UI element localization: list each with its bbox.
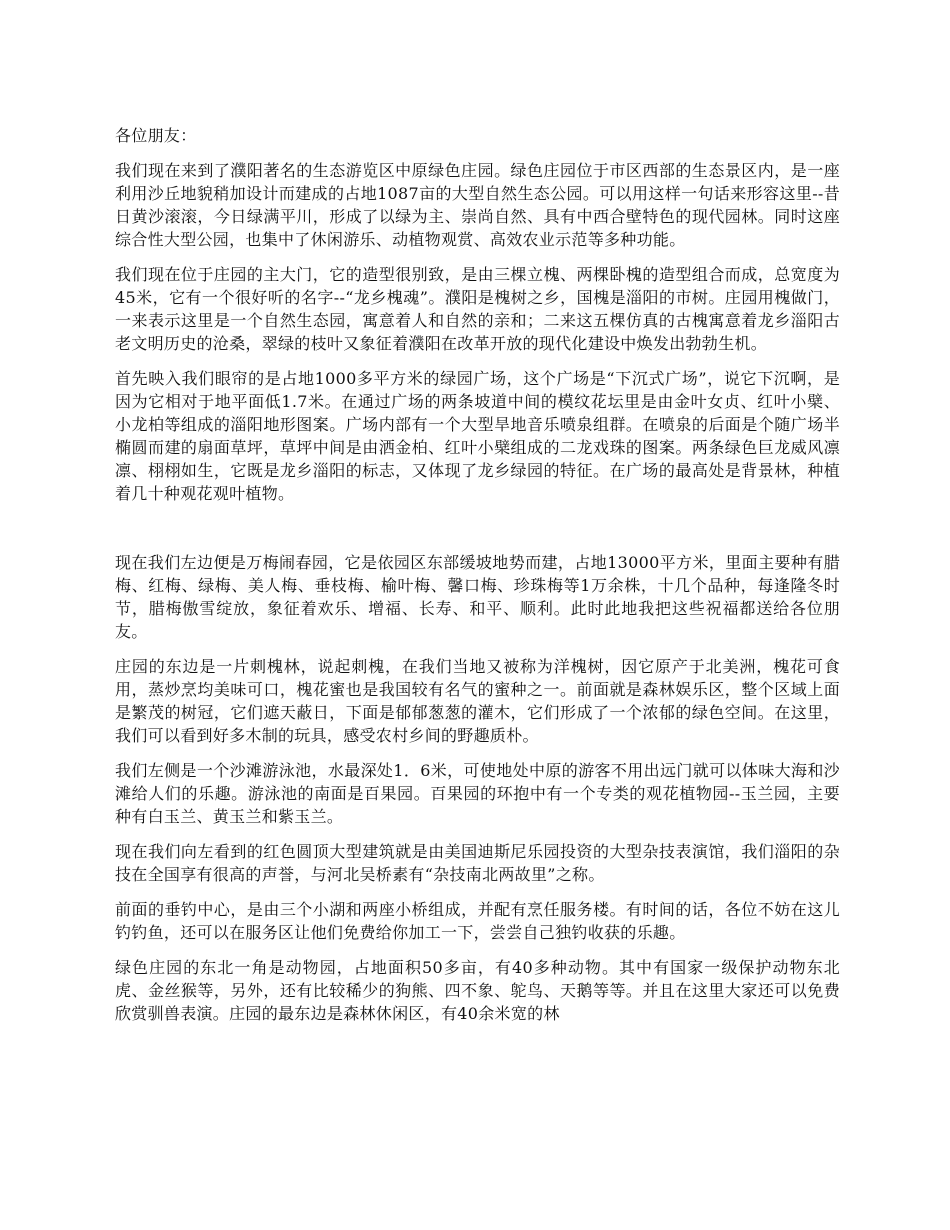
paragraph: 庄园的东边是一片刺槐林，说起刺槐，在我们当地又被称为洋槐树，因它原产于北美洲，槐花可食用，蒸炒烹均美味可口，槐花蜜也是我国较有名气的蜜种之一。前面就是森林娱乐区，整个区域上面是繁茂的树冠，它们遮天蔽日，下面是郁郁葱葱的灌木，它们形成了一个浓郁的绿色空间。在这里，我们可以看到好多木制的玩具，感受农村乡间的野趣质朴。 (115, 657, 840, 745)
paragraph: 现在我们向左看到的红色圆顶大型建筑就是由美国迪斯尼乐园投资的大型杂技表演馆，我们淄阳的杂技在全国享有很高的声誉，与河北吴桥素有“杂技南北两故里”之称。 (115, 842, 840, 884)
paragraph: 我们现在位于庄园的主大门，它的造型很别致，是由三棵立槐、两棵卧槐的造型组合而成，总宽度为45米，它有一个很好听的名字--“龙乡槐魂”。濮阳是槐树之乡，国槐是淄阳的市树。庄园用槐做门，一来表示这里是一个自然生态园，寓意着人和自然的亲和；二来这五棵仿真的古槐寓意着龙乡淄阳古老文明历史的沧桑，翠绿的枝叶又象征着濮阳在改革开放的现代化建设中焕发出勃勃生机。 (115, 265, 840, 353)
paragraph: 我们现在来到了濮阳著名的生态游览区中原绿色庄园。绿色庄园位于市区西部的生态景区内，是一座利用沙丘地貌稍加设计而建成的占地1087亩的大型自然生态公园。可以用这样一句话来形容这里--昔日黄沙滚滚，今日绿满平川，形成了以绿为主、崇尚自然、具有中西合壁特色的现代园林。同时这座综合性大型公园，也集中了休闲游乐、动植物观赏、高效农业示范等多种功能。 (115, 161, 840, 249)
paragraph: 前面的垂钓中心，是由三个小湖和两座小桥组成，并配有烹任服务楼。有时间的话，各位不妨在这儿钓钓鱼，还可以在服务区让他们免费给你加工一下，尝尝自己独钓收获的乐趣。 (115, 900, 840, 942)
document-body (115, 124, 840, 1037)
paragraph: 我们左侧是一个沙滩游泳池，水最深处1．6米，可使地处中原的游客不用出远门就可以体味大海和沙滩给人们的乐趣。游泳池的南面是百果园。百果园的环抱中有一个专类的观花植物园--玉兰园，主要种有白玉兰、黄玉兰和紫玉兰。 (115, 761, 840, 826)
section-gap (115, 517, 840, 551)
paragraph: 绿色庄园的东北一角是动物园，占地面积50多亩，有40多种动物。其中有国家一级保护动物东北虎、金丝猴等，另外，还有比较稀少的狗熊、四不象、鸵鸟、天鹅等等。并且在这里大家还可以免费欣赏驯兽表演。庄园的最东边是森林休闲区，有40余米宽的林 (115, 958, 840, 1023)
paragraph: 现在我们左边便是万梅闹春园，它是依园区东部缓坡地势而建，占地13000平方米，里面主要种有腊梅、红梅、绿梅、美人梅、垂枝梅、榆叶梅、馨口梅、珍珠梅等1万余株，十几个品种，每逢隆冬时节，腊梅傲雪绽放，象征着欢乐、增福、长寿、和平、顺利。此时此地我把这些祝福都送给各位朋友。 (115, 553, 840, 641)
paragraph: 首先映入我们眼帘的是占地1000多平方米的绿园广场，这个广场是“下沉式广场”，说它下沉啊，是因为它相对于地平面低1.7米。在通过广场的两条坡道中间的模纹花坛里是由金叶女贞、红叶小檗、小龙柏等组成的淄阳地形图案。广场内部有一个大型旱地音乐喷泉组群。在喷泉的后面是个随广场半椭圆而建的扇面草坪，草坪中间是由洒金柏、红叶小檗组成的二龙戏珠的图案。两条绿色巨龙威风凛凛、栩栩如生，它既是龙乡淄阳的标志，又体现了龙乡绿园的特征。在广场的最高处是背景林，种植着几十种观花观叶植物。 (115, 369, 840, 503)
greeting: 各位朋友： (115, 126, 197, 145)
